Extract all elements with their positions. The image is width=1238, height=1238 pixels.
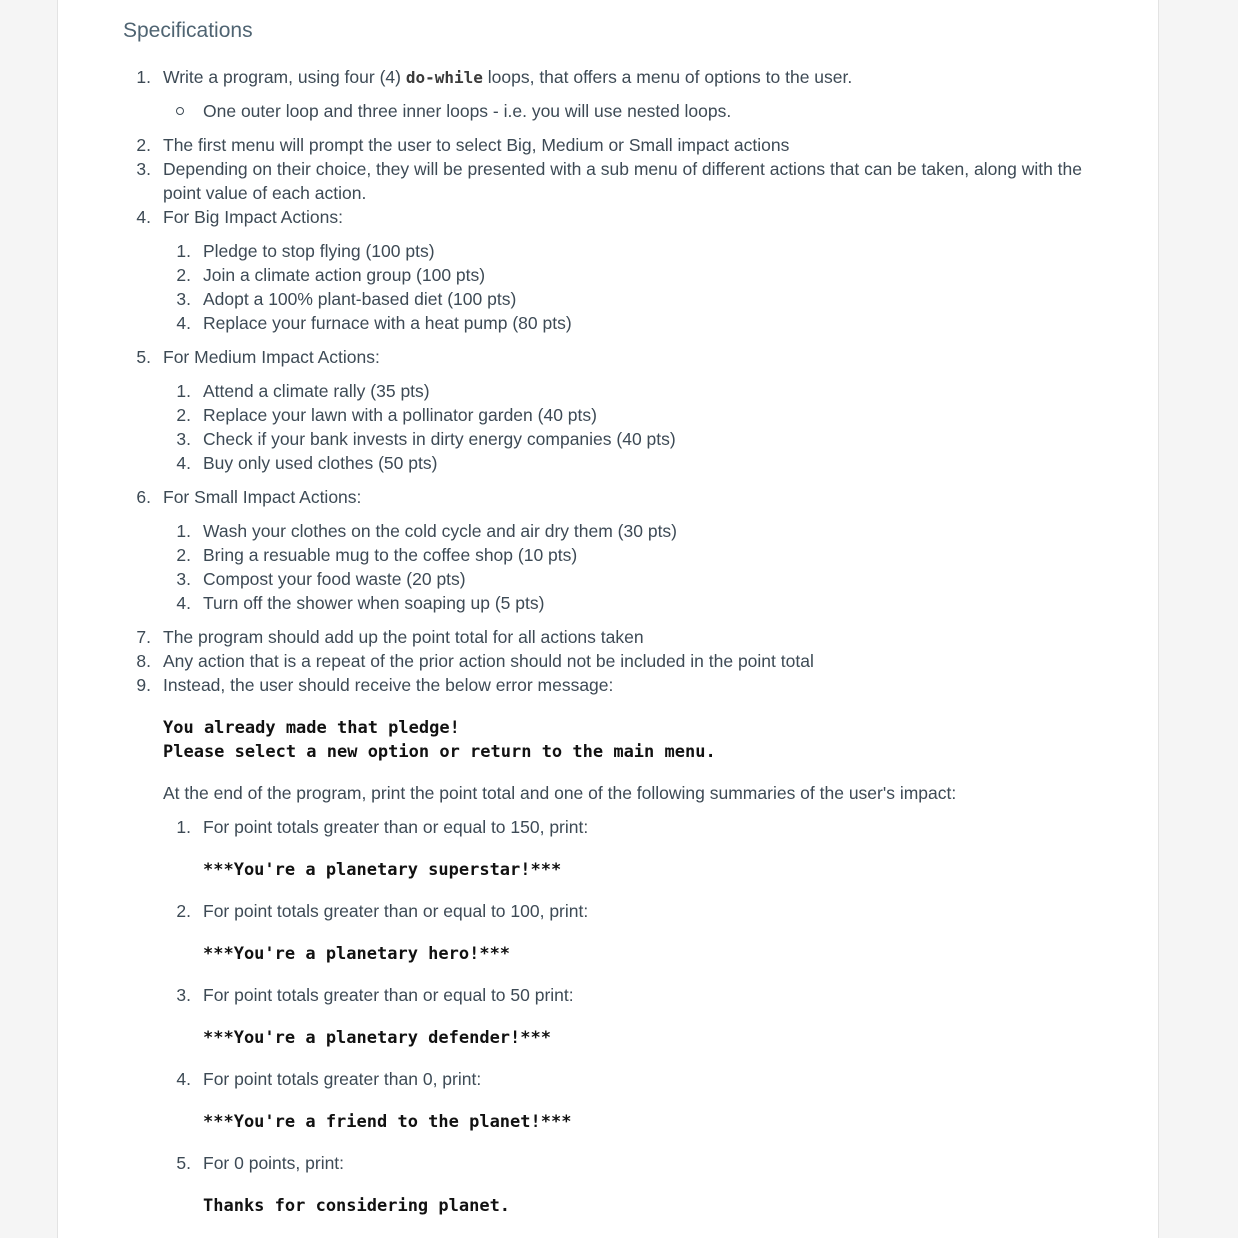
page-title: Specifications [123,19,253,42]
list-number: 3. [176,289,191,309]
item-text: Adopt a 100% plant-based diet (100 pts) [203,289,517,309]
item-text: Instead, the user should receive the below error message: [163,675,614,695]
list-number: 7. [136,627,151,647]
item-text: point value of each action. [163,183,367,203]
list-number: 1. [176,241,191,261]
list-number: 1. [176,521,191,541]
list-number: 3. [136,159,151,179]
list-number: 2. [136,135,151,155]
item-text: Any action that is a repeat of the prior action should not be included in the point total [163,651,814,671]
item-text: Wash your clothes on the cold cycle and air dry them (30 pts) [203,521,678,541]
list-number: 5. [136,347,151,367]
list-number: 4. [176,313,191,333]
item-text: For point totals greater than or equal to 50 print: [203,985,574,1005]
list-number: 3. [176,429,191,449]
list-number: 4. [176,1069,191,1089]
list-number: 8. [136,651,151,671]
item-text: loops, that offers a menu of options to the user. [482,67,853,87]
inline-code: do-while [405,68,483,87]
list-number: 2. [176,405,191,425]
item-text: For point totals greater than 0, print: [203,1069,482,1089]
item-text: Replace your furnace with a heat pump (80 pts) [203,313,572,333]
item-text: Depending on their choice, they will be presented with a sub menu of different actions that can be taken, along with the [163,159,1083,179]
list-number: 1. [176,817,191,837]
item-text: Replace your lawn with a pollinator garden (40 pts) [203,405,597,425]
summary-output: ***You're a friend to the planet!*** [203,1112,572,1132]
item-text: Check if your bank invests in dirty energy companies (40 pts) [203,429,676,449]
error-message-line: You already made that pledge! [163,718,460,738]
list-number: 1. [176,381,191,401]
item-text: The program should add up the point total for all actions taken [163,627,644,647]
summary-output: ***You're a planetary hero!*** [203,944,511,964]
item-text: Turn off the shower when soaping up (5 pts) [203,593,545,613]
item-text: Pledge to stop flying (100 pts) [203,241,435,261]
list-number: 9. [136,675,151,695]
list-number: 2. [176,265,191,285]
item-text: For Small Impact Actions: [163,487,362,507]
item-text: For Medium Impact Actions: [163,347,380,367]
item-text: Bring a resuable mug to the coffee shop (10 pts) [203,545,578,565]
item-text: One outer loop and three inner loops - i.e. you will use nested loops. [203,101,732,121]
list-number: 3. [176,985,191,1005]
list-number: 6. [136,487,151,507]
end-intro-text: At the end of the program, print the point total and one of the following summaries of the user's impact: [163,783,957,803]
item-text: Compost your food waste (20 pts) [203,569,466,589]
list-number: 1. [136,67,151,87]
list-number: 4. [136,207,151,227]
item-text: Write a program, using four (4) [163,67,406,87]
summary-output: Thanks for considering planet. [203,1196,511,1216]
item-text: For point totals greater than or equal to 100, print: [203,901,589,921]
summary-output: ***You're a planetary defender!*** [203,1028,551,1048]
bullet-icon [176,107,184,115]
document-page [57,0,1159,1238]
summary-output: ***You're a planetary superstar!*** [203,860,562,880]
list-number: 2. [176,901,191,921]
item-text: For point totals greater than or equal to 150, print: [203,817,589,837]
item-text: The first menu will prompt the user to select Big, Medium or Small impact actions [163,135,790,155]
item-text: For Big Impact Actions: [163,207,343,227]
list-number: 3. [176,569,191,589]
item-text: For 0 points, print: [203,1153,345,1173]
list-number: 5. [176,1153,191,1173]
item-text: Buy only used clothes (50 pts) [203,453,438,473]
list-number: 4. [176,453,191,473]
list-number: 4. [176,593,191,613]
list-number: 2. [176,545,191,565]
item-text: Join a climate action group (100 pts) [203,265,486,285]
error-message-line: Please select a new option or return to the main menu. [163,742,716,762]
item-text: Attend a climate rally (35 pts) [203,381,430,401]
